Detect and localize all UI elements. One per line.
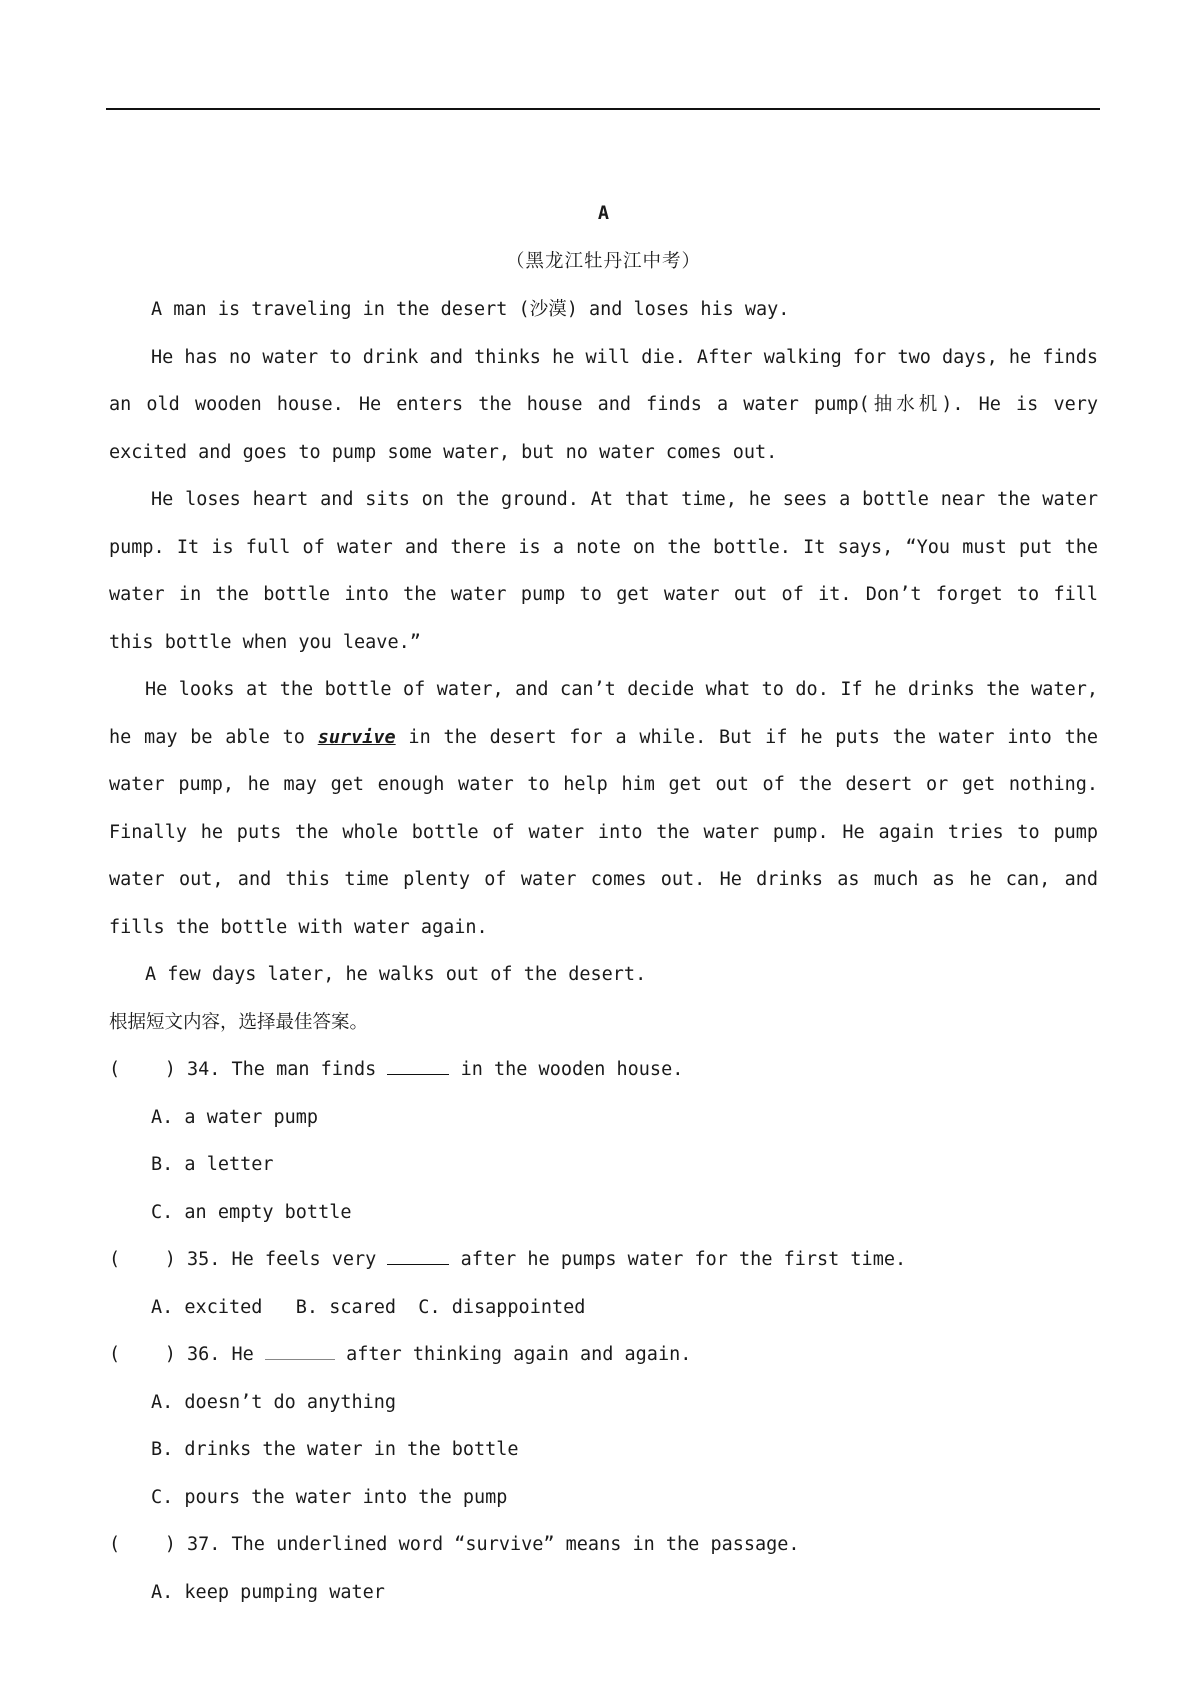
question-36-option-c: C. pours the water into the pump	[151, 1486, 508, 1508]
question-37-option-a: A. keep pumping water	[151, 1581, 385, 1603]
instruction-text: 根据短文内容，选择最佳答案。	[109, 1011, 369, 1033]
question-36-option-b: B. drinks the water in the bottle	[151, 1439, 519, 1460]
source-note: （黑龙江牡丹江中考）	[505, 251, 701, 272]
question-35: ( ) 35. He feels very after he pumps water for the first time.	[109, 1236, 1098, 1284]
passage-paragraph-4	[109, 666, 1098, 951]
question-34: ( ) 34. The man finds in the wooden house.	[109, 1046, 1098, 1094]
header-rule	[106, 108, 1100, 110]
question-34-option-c: C. an empty bottle	[151, 1201, 352, 1223]
passage-paragraph-1: A man is traveling in the desert (沙漠) and loses his way.	[151, 299, 790, 320]
answer-blank	[387, 1056, 449, 1075]
paragraph-4-end: in the desert for a while. But if he puts the water into the water pump, he may get enough water to help him get out of the desert or get nothing. Finally he puts the whole bottle of water into the water pump. He again tries to pump water out, and this time plenty of water comes out. He drinks as much as he can, and fills the bottle with water again.	[109, 726, 1099, 938]
section-title: A	[597, 203, 610, 224]
paragraph-4-start: He looks at the bottle of water, and can’t decide what to do. If he drinks the water, he may be able to	[109, 679, 1098, 748]
question-37: ( ) 37. The underlined word “survive” means in the passage.	[109, 1534, 800, 1555]
passage-paragraph-5: A few days later, he walks out of the desert.	[145, 964, 647, 985]
document-body	[109, 190, 1098, 1616]
passage-paragraph-2: He has no water to drink and thinks he will die. After walking for two days, he finds an old wooden house. He enters the house and finds a water pump(抽水机). He is very excited and goes to pump some water, but no water comes out.	[109, 346, 1098, 463]
question-36-option-a: A. doesn’t do anything	[151, 1391, 397, 1413]
answer-blank	[265, 1341, 335, 1360]
question-36: ( ) 36. He after thinking again and again.	[109, 1331, 1098, 1379]
answer-blank	[387, 1246, 449, 1265]
passage-paragraph-3: He loses heart and sits on the ground. At that time, he sees a bottle near the water pump. It is full of water and there is a note on the bottle. It says, “You must put the water in the bottle into the water pump to get water out of it. Don’t forget to fill this bottle when you leave.”	[109, 489, 1098, 653]
underlined-word-survive: survive	[317, 726, 396, 748]
question-34-option-a: A. a water pump	[151, 1106, 319, 1128]
question-34-option-b: B. a letter	[151, 1154, 274, 1175]
question-35-options: A. excited B. scared C. disappointed	[151, 1296, 586, 1318]
